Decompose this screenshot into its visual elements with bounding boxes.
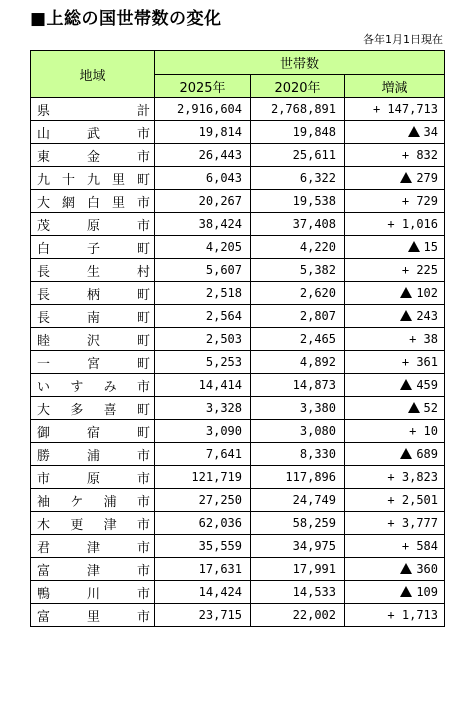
- table-row: [31, 535, 445, 558]
- change-value: [345, 466, 445, 489]
- area-name-text: 長 柄 町: [37, 287, 150, 303]
- decrease-triangle-icon: [400, 172, 412, 183]
- table-row: [31, 282, 445, 305]
- change-amount: 361: [416, 355, 438, 369]
- households-2020: 2,620: [251, 282, 345, 305]
- change-amount: 225: [416, 263, 438, 277]
- household-table: [30, 50, 445, 627]
- row-area-name: [31, 98, 155, 121]
- change-amount: 2,501: [401, 493, 438, 507]
- table-row: [31, 98, 445, 121]
- area-name-text: 山 武 市: [37, 126, 150, 142]
- area-name-text: 大 網 白 里 市: [37, 195, 150, 211]
- change-amount: 689: [416, 447, 438, 461]
- area-name-text: 長 生 村: [37, 264, 150, 280]
- area-name-text: 睦 沢 町: [37, 333, 150, 349]
- date-note: 各年1月1日現在: [363, 33, 443, 46]
- row-area-name: [31, 213, 155, 236]
- row-area-name: [31, 535, 155, 558]
- households-2025: 26,443: [155, 144, 251, 167]
- households-2020: 17,991: [251, 558, 345, 581]
- table-row: [31, 259, 445, 282]
- households-2020: 2,768,891: [251, 98, 345, 121]
- households-2020: 2,807: [251, 305, 345, 328]
- households-2025: 20,267: [155, 190, 251, 213]
- households-2025: 35,559: [155, 535, 251, 558]
- area-name-text: 富 里 市: [37, 609, 150, 625]
- households-2020: 2,465: [251, 328, 345, 351]
- area-name-text: 白 子 町: [37, 241, 150, 257]
- area-name-text: 木 更 津 市: [37, 517, 150, 533]
- change-amount: 10: [423, 424, 438, 438]
- households-2025: 5,607: [155, 259, 251, 282]
- change-amount: 15: [423, 240, 438, 254]
- change-value: [345, 236, 445, 259]
- table-row: [31, 351, 445, 374]
- decrease-triangle-icon: [400, 310, 412, 321]
- row-area-name: [31, 489, 155, 512]
- households-2025: 2,503: [155, 328, 251, 351]
- row-area-name: [31, 236, 155, 259]
- table-row: [31, 466, 445, 489]
- change-value: [345, 98, 445, 121]
- change-amount: 147,713: [387, 102, 438, 116]
- households-2025: 5,253: [155, 351, 251, 374]
- row-area-name: [31, 259, 155, 282]
- households-2025: 14,414: [155, 374, 251, 397]
- table-row: [31, 512, 445, 535]
- increase-sign: +: [401, 148, 417, 162]
- table-row: [31, 328, 445, 351]
- increase-sign: +: [401, 194, 417, 208]
- area-name-text: 茂 原 市: [37, 218, 150, 234]
- table-row: [31, 144, 445, 167]
- households-2025: 2,518: [155, 282, 251, 305]
- table-body: [31, 98, 445, 627]
- header-2020: 2020年: [251, 75, 345, 98]
- change-amount: 52: [423, 401, 438, 415]
- households-2020: 25,611: [251, 144, 345, 167]
- area-name-text: 県 計: [37, 103, 150, 119]
- households-2025: 38,424: [155, 213, 251, 236]
- households-2025: 7,641: [155, 443, 251, 466]
- area-name-text: 御 宿 町: [37, 425, 150, 441]
- table-row: [31, 305, 445, 328]
- area-name-text: 長 南 町: [37, 310, 150, 326]
- households-2020: 4,892: [251, 351, 345, 374]
- change-value: [345, 443, 445, 466]
- area-name-text: 袖 ケ 浦 市: [37, 494, 150, 510]
- row-area-name: [31, 121, 155, 144]
- area-name-text: 一 宮 町: [37, 356, 150, 372]
- row-area-name: [31, 443, 155, 466]
- increase-sign: +: [409, 424, 424, 438]
- row-area-name: [31, 581, 155, 604]
- table-row: [31, 236, 445, 259]
- row-area-name: [31, 305, 155, 328]
- increase-sign: +: [387, 217, 402, 231]
- change-value: [345, 397, 445, 420]
- households-2025: 23,715: [155, 604, 251, 627]
- table-row: [31, 213, 445, 236]
- change-amount: 279: [416, 171, 438, 185]
- table-row: [31, 489, 445, 512]
- change-value: [345, 512, 445, 535]
- change-amount: 38: [423, 332, 438, 346]
- households-2020: 22,002: [251, 604, 345, 627]
- change-value: [345, 282, 445, 305]
- increase-sign: +: [387, 608, 402, 622]
- households-2025: 3,090: [155, 420, 251, 443]
- change-value: [345, 190, 445, 213]
- change-value: [345, 167, 445, 190]
- decrease-triangle-icon: [400, 379, 412, 390]
- change-amount: 729: [416, 194, 438, 208]
- increase-sign: +: [401, 539, 417, 553]
- decrease-triangle-icon: [400, 563, 412, 574]
- row-area-name: [31, 190, 155, 213]
- table-row: [31, 604, 445, 627]
- change-amount: 459: [416, 378, 438, 392]
- change-amount: 1,016: [401, 217, 438, 231]
- households-2020: 24,749: [251, 489, 345, 512]
- row-area-name: [31, 374, 155, 397]
- decrease-triangle-icon: [408, 241, 420, 252]
- change-amount: 3,777: [401, 516, 438, 530]
- row-area-name: [31, 420, 155, 443]
- table-row: [31, 374, 445, 397]
- row-area-name: [31, 512, 155, 535]
- change-value: [345, 374, 445, 397]
- change-value: [345, 144, 445, 167]
- increase-sign: +: [409, 332, 424, 346]
- row-area-name: [31, 351, 155, 374]
- change-amount: 243: [416, 309, 438, 323]
- header-change: 増減: [345, 75, 445, 98]
- decrease-triangle-icon: [408, 126, 420, 137]
- decrease-triangle-icon: [400, 287, 412, 298]
- change-value: [345, 489, 445, 512]
- households-2020: 3,380: [251, 397, 345, 420]
- header-2025: 2025年: [155, 75, 251, 98]
- households-2020: 34,975: [251, 535, 345, 558]
- households-2025: 4,205: [155, 236, 251, 259]
- decrease-triangle-icon: [408, 402, 420, 413]
- change-amount: 1,713: [401, 608, 438, 622]
- households-2020: 19,848: [251, 121, 345, 144]
- row-area-name: [31, 604, 155, 627]
- change-value: [345, 535, 445, 558]
- households-2025: 3,328: [155, 397, 251, 420]
- change-amount: 832: [416, 148, 438, 162]
- row-area-name: [31, 328, 155, 351]
- change-value: [345, 558, 445, 581]
- row-area-name: [31, 558, 155, 581]
- households-2020: 58,259: [251, 512, 345, 535]
- increase-sign: +: [387, 470, 402, 484]
- table-row: [31, 167, 445, 190]
- households-2025: 17,631: [155, 558, 251, 581]
- area-name-text: 市 原 市: [37, 471, 150, 487]
- increase-sign: +: [372, 102, 388, 116]
- change-amount: 3,823: [401, 470, 438, 484]
- area-name-text: 大 多 喜 町: [37, 402, 150, 418]
- table-row: [31, 121, 445, 144]
- households-2020: 8,330: [251, 443, 345, 466]
- households-2025: 2,916,604: [155, 98, 251, 121]
- change-value: [345, 121, 445, 144]
- households-2025: 6,043: [155, 167, 251, 190]
- households-2020: 5,382: [251, 259, 345, 282]
- change-value: [345, 581, 445, 604]
- area-name-text: 君 津 市: [37, 540, 150, 556]
- row-area-name: [31, 282, 155, 305]
- change-value: [345, 213, 445, 236]
- change-amount: 584: [416, 539, 438, 553]
- table-row: [31, 397, 445, 420]
- area-name-text: 勝 浦 市: [37, 448, 150, 464]
- households-2020: 14,873: [251, 374, 345, 397]
- increase-sign: +: [401, 355, 417, 369]
- table-row: [31, 420, 445, 443]
- increase-sign: +: [401, 263, 417, 277]
- households-2020: 117,896: [251, 466, 345, 489]
- decrease-triangle-icon: [400, 586, 412, 597]
- change-amount: 109: [416, 585, 438, 599]
- change-value: [345, 420, 445, 443]
- households-2020: 37,408: [251, 213, 345, 236]
- header-households: 世帯数: [155, 51, 445, 75]
- area-name-text: い す み 市: [37, 379, 150, 395]
- change-value: [345, 351, 445, 374]
- row-area-name: [31, 397, 155, 420]
- households-2020: 19,538: [251, 190, 345, 213]
- row-area-name: [31, 167, 155, 190]
- table-row: [31, 190, 445, 213]
- households-2025: 62,036: [155, 512, 251, 535]
- households-2020: 14,533: [251, 581, 345, 604]
- change-amount: 102: [416, 286, 438, 300]
- households-2025: 14,424: [155, 581, 251, 604]
- change-value: [345, 259, 445, 282]
- table-row: [31, 558, 445, 581]
- change-amount: 34: [423, 125, 438, 139]
- change-value: [345, 328, 445, 351]
- area-name-text: 富 津 市: [37, 563, 150, 579]
- row-area-name: [31, 144, 155, 167]
- header-area: 地域: [31, 51, 155, 98]
- households-2020: 3,080: [251, 420, 345, 443]
- table-row: [31, 443, 445, 466]
- households-2020: 4,220: [251, 236, 345, 259]
- change-value: [345, 305, 445, 328]
- area-name-text: 鴨 川 市: [37, 586, 150, 602]
- area-name-text: 九 十 九 里 町: [37, 172, 150, 188]
- page-title: ■上総の国世帯数の変化: [30, 9, 222, 29]
- increase-sign: +: [387, 516, 402, 530]
- change-value: [345, 604, 445, 627]
- households-2025: 121,719: [155, 466, 251, 489]
- increase-sign: +: [387, 493, 402, 507]
- row-area-name: [31, 466, 155, 489]
- households-2025: 2,564: [155, 305, 251, 328]
- change-amount: 360: [416, 562, 438, 576]
- area-name-text: 東 金 市: [37, 149, 150, 165]
- decrease-triangle-icon: [400, 448, 412, 459]
- households-2020: 6,322: [251, 167, 345, 190]
- households-2025: 27,250: [155, 489, 251, 512]
- households-2025: 19,814: [155, 121, 251, 144]
- table-row: [31, 581, 445, 604]
